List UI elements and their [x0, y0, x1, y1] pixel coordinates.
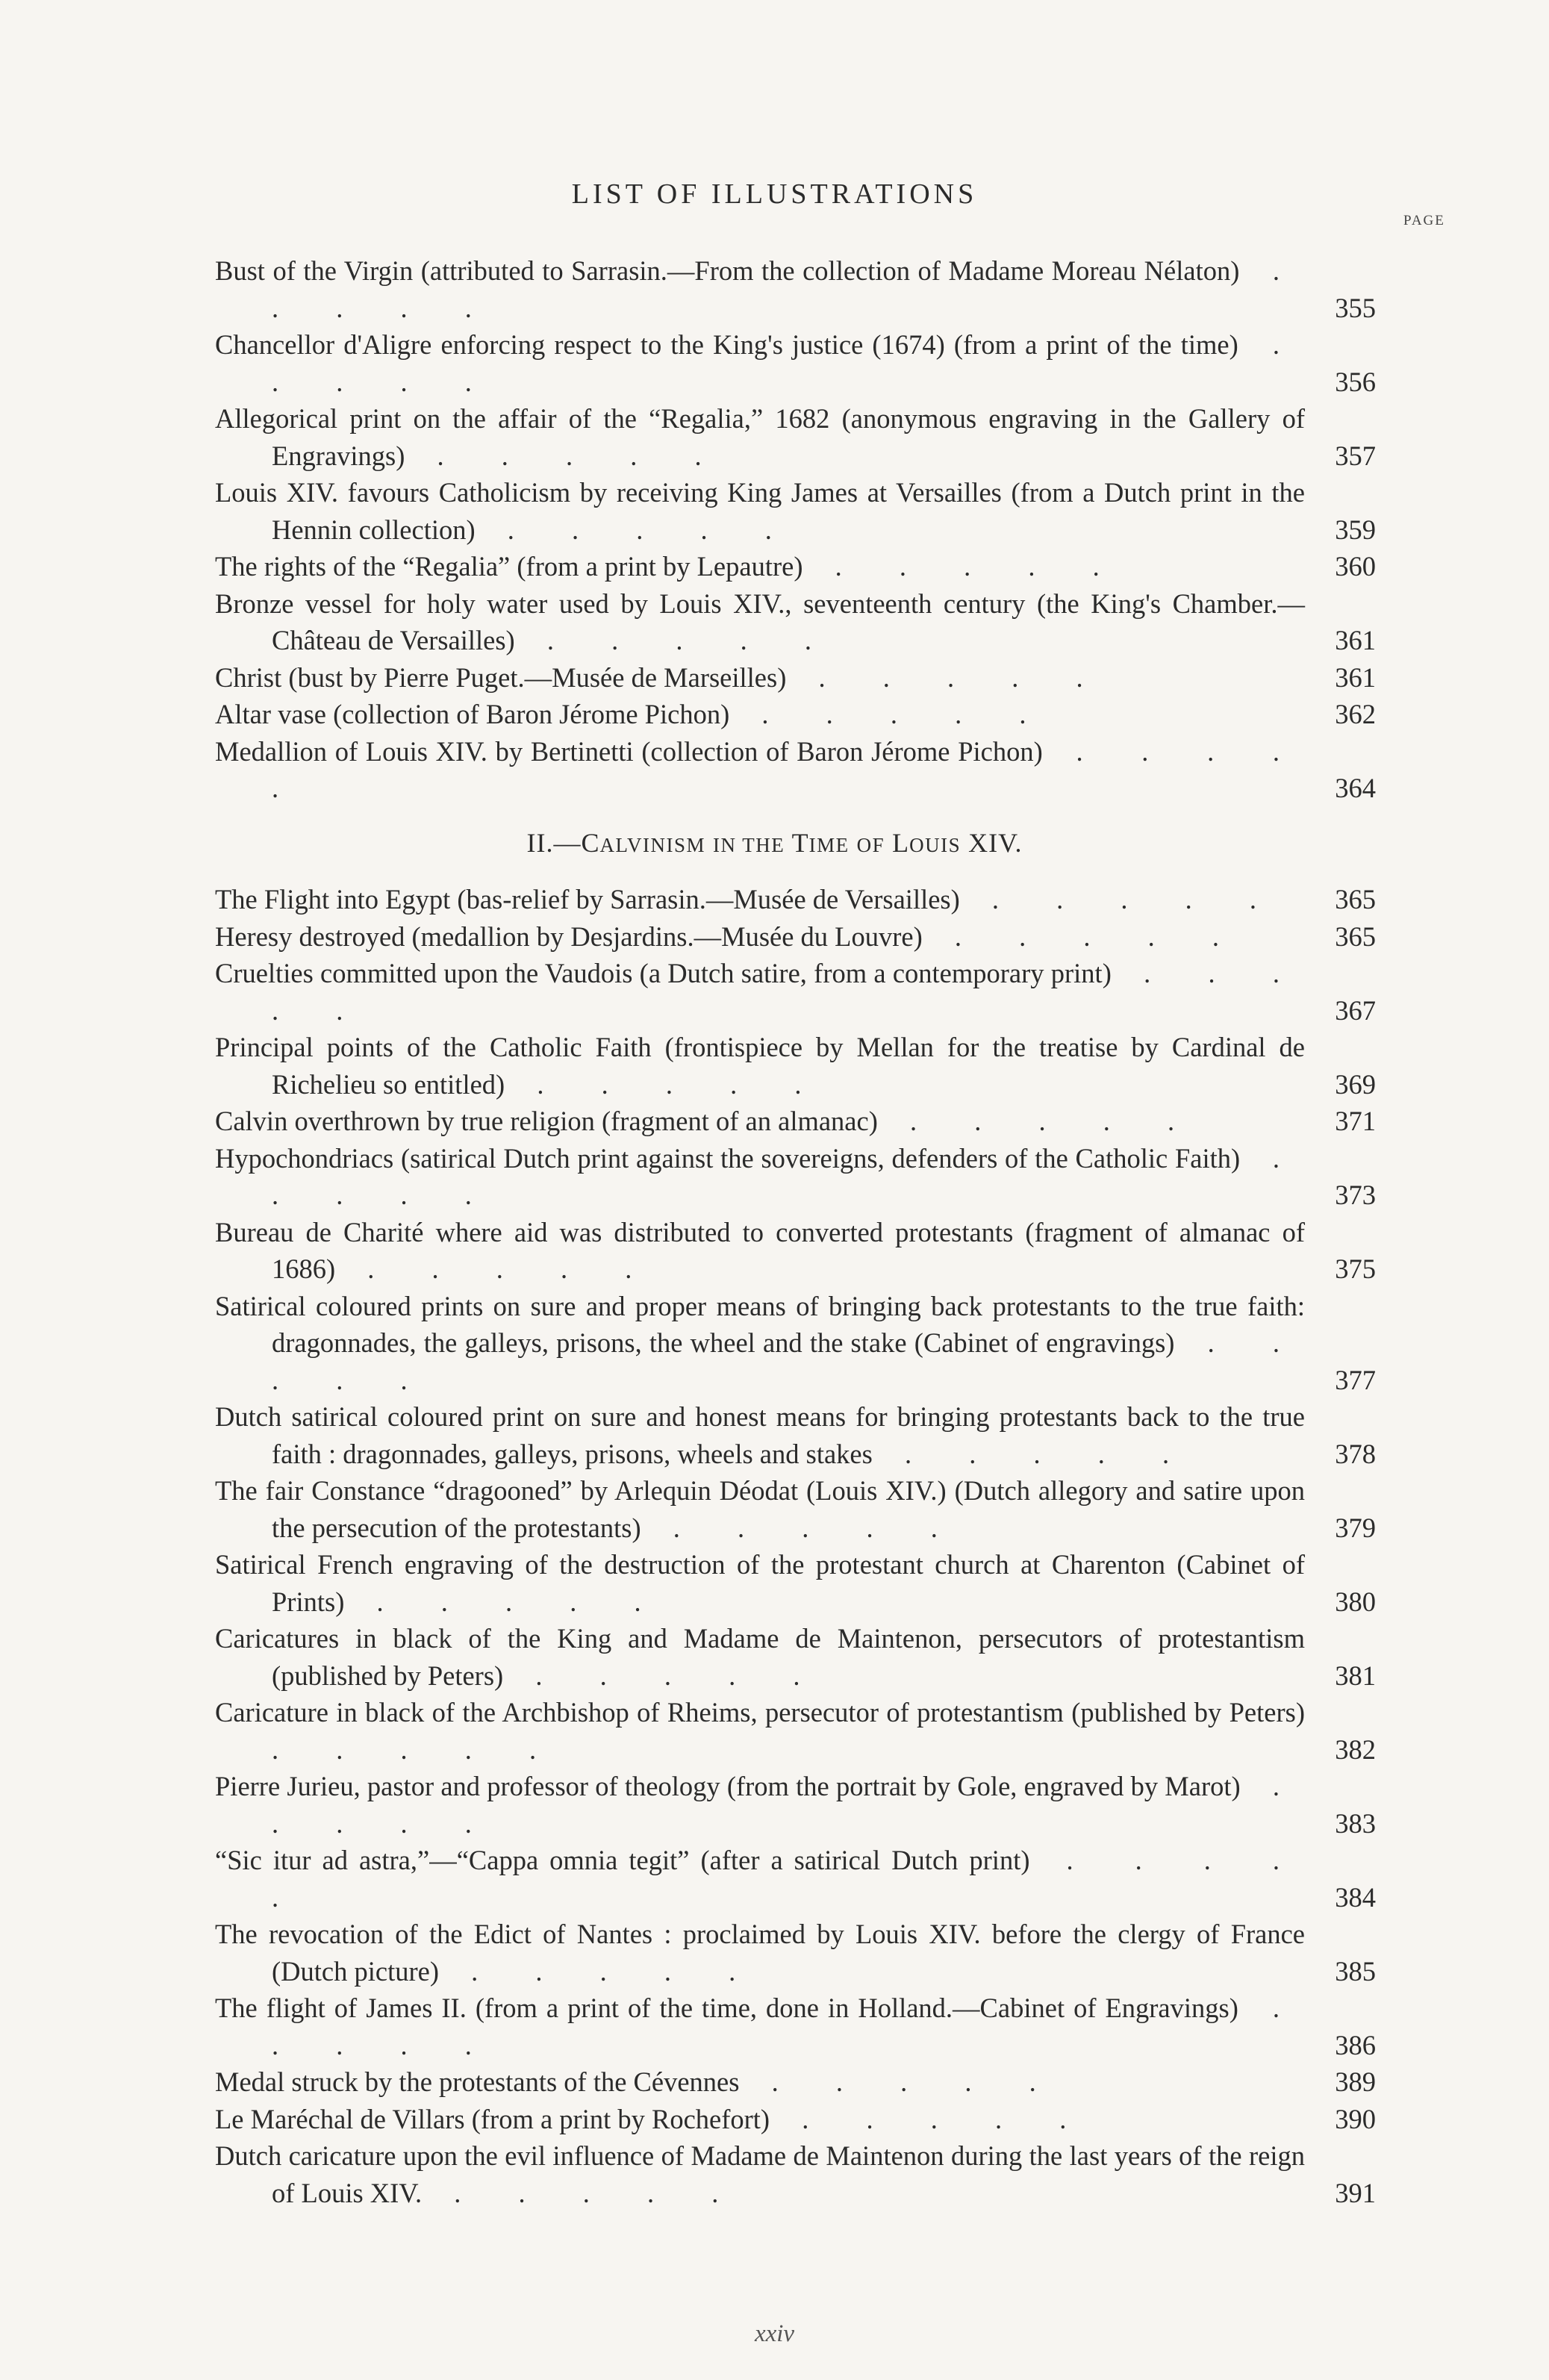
entry-title: Satirical coloured prints on sure and proper means of bringing back protestants to the true faith: dragonnades, the galleys, prisons, the wheel and the stake (Cabinet of engravings)	[215, 1290, 1305, 1358]
entry-title: The revocation of the Edict of Nantes : proclaimed by Louis XIV. before the clergy of France (Dutch picture)	[215, 1919, 1305, 1987]
list-item	[215, 1214, 1376, 1288]
list-item	[215, 400, 1376, 474]
dot-leader: . . . . .	[272, 1142, 1306, 1210]
dot-leader: . . . . .	[739, 2066, 1062, 2097]
list-item	[215, 326, 1376, 400]
dot-leader: . . . . .	[786, 661, 1109, 693]
list-item	[215, 1103, 1376, 1140]
heading-word: XIV.	[968, 828, 1023, 858]
dot-leader: . . . . .	[405, 440, 727, 471]
list-item	[215, 1546, 1376, 1620]
dot-leader: . . . . .	[475, 514, 797, 545]
list-item	[215, 548, 1376, 585]
entry-title: Caricatures in black of the King and Madame de Maintenon, persecutors of protestantism (published by Peters)	[215, 1623, 1305, 1691]
entry-page-number: 359	[1335, 514, 1376, 545]
entry-page-number: 382	[1335, 1733, 1376, 1765]
entry-title: Christ (bust by Pierre Puget.—Musée de Marseilles)	[215, 661, 787, 693]
dot-leader: . . . . .	[272, 1327, 1306, 1395]
illustration-list-section-1	[215, 252, 1376, 807]
dot-leader: . . . . .	[959, 884, 1282, 915]
list-item	[215, 955, 1376, 1029]
list-item	[215, 1140, 1376, 1214]
entry-title: Caricature in black of the Archbishop of Rheims, persecutor of protestantism (published by Peters)	[215, 1697, 1305, 1728]
entry-title: Principal points of the Catholic Faith (frontispiece by Mellan for the treatise by Cardinal de Richelieu so entitled)	[215, 1032, 1305, 1100]
entry-page-number: 367	[1335, 994, 1376, 1026]
entry-page-number: 383	[1335, 1807, 1376, 1839]
entry-page-number: 384	[1335, 1881, 1376, 1913]
list-item	[215, 2063, 1376, 2101]
entry-page-number: 381	[1335, 1660, 1376, 1691]
entry-title: Hypochondriacs (satirical Dutch print against the sovereigns, defenders of the Catholic Faith)	[215, 1142, 1241, 1174]
list-item	[215, 1620, 1376, 1694]
list-item	[215, 252, 1376, 326]
dot-leader: . . . . .	[514, 625, 837, 655]
entry-page-number: 379	[1335, 1512, 1376, 1543]
section-numeral: II.—	[526, 828, 582, 858]
dot-leader: . . . . .	[272, 1771, 1306, 1839]
entry-page-number: 362	[1335, 699, 1376, 729]
entry-page-number: 365	[1335, 884, 1376, 915]
list-item	[215, 1694, 1376, 1768]
page-folio: xxiv	[754, 2320, 795, 2347]
entry-title: Heresy destroyed (medallion by Desjardins.—Musée du Louvre)	[215, 920, 923, 952]
entry-title: Calvin overthrown by true religion (fragment of an almanac)	[215, 1106, 878, 1136]
entry-title: “Sic itur ad astra,”—“Cappa omnia tegit” (after a satirical Dutch print)	[215, 1845, 1030, 1875]
entry-title: Chancellor d'Aligre enforcing respect to the King's justice (1674) (from a print of the time)	[215, 329, 1238, 360]
heading-initial: L	[892, 828, 910, 858]
entry-title: Altar vase (collection of Baron Jérome Pichon)	[215, 699, 730, 729]
entry-page-number: 377	[1335, 1364, 1376, 1395]
dot-leader: . . . . .	[422, 2177, 744, 2208]
list-item	[215, 881, 1376, 918]
dot-leader: . . . . .	[272, 255, 1306, 323]
entry-page-number: 391	[1335, 2177, 1376, 2208]
section-heading	[0, 827, 1549, 859]
entry-page-number: 378	[1335, 1438, 1376, 1469]
dot-leader: . . . . .	[503, 1660, 826, 1691]
dot-leader: . . . . .	[272, 1733, 562, 1765]
entry-page-number: 389	[1335, 2066, 1376, 2097]
dot-leader: . . . . .	[272, 958, 1305, 1026]
dot-leader: . . . . .	[335, 1253, 658, 1284]
entry-title: Bust of the Virgin (attributed to Sarrasin.—From the collection of Madame Moreau Nélaton)	[215, 255, 1240, 286]
list-item	[215, 2101, 1376, 2138]
entry-title: Pierre Jurieu, pastor and professor of theology (from the portrait by Gole, engraved by Marot)	[215, 1771, 1241, 1801]
dot-leader: . . . . .	[344, 1586, 667, 1617]
dot-leader: . . . . .	[641, 1512, 963, 1543]
list-item	[215, 1472, 1376, 1546]
entry-title: Bronze vessel for holy water used by Louis XIV., seventeenth century (the King's Chamber.—Château de Versailles)	[215, 588, 1305, 655]
entry-page-number: 360	[1335, 551, 1376, 582]
entry-title: The Flight into Egypt (bas-relief by Sarrasin.—Musée de Versailles)	[215, 884, 960, 915]
list-item	[215, 585, 1376, 659]
entry-title: Cruelties committed upon the Vaudois (a Dutch satire, from a contemporary print)	[215, 958, 1112, 988]
dot-leader: . . . . .	[872, 1438, 1195, 1469]
entry-title: The rights of the “Regalia” (from a print by Lepautre)	[215, 551, 803, 582]
heading-word: OUIS	[909, 834, 961, 856]
dot-leader: . . . . .	[272, 329, 1305, 397]
entry-page-number: 386	[1335, 2029, 1376, 2060]
entry-page-number: 373	[1335, 1180, 1376, 1210]
heading-initial: T	[791, 828, 809, 858]
dot-leader: . . . . .	[877, 1106, 1200, 1136]
entry-page-number: 355	[1335, 292, 1376, 323]
list-item	[215, 1768, 1376, 1842]
entry-title: Louis XIV. favours Catholicism by receiving King James at Versailles (from a Dutch print in the Hennin collection)	[215, 477, 1305, 545]
entry-title: Medallion of Louis XIV. by Bertinetti (collection of Baron Jérome Pichon)	[215, 735, 1043, 767]
entry-page-number: 365	[1335, 920, 1376, 952]
list-item	[215, 1398, 1376, 1472]
entry-page-number: 385	[1335, 1955, 1376, 1987]
page-title: LIST OF ILLUSTRATIONS	[571, 178, 978, 210]
entry-title: Medal struck by the protestants of the Cévennes	[215, 2066, 740, 2097]
dot-leader: . . . . .	[272, 1993, 1305, 2060]
entry-title: Le Maréchal de Villars (from a print by Rochefort)	[215, 2103, 770, 2134]
entry-page-number: 390	[1335, 2103, 1376, 2134]
list-item	[215, 474, 1376, 548]
list-item	[215, 1029, 1376, 1103]
list-item	[215, 1916, 1376, 1990]
dot-leader: . . . . .	[272, 735, 1306, 803]
entry-page-number: 375	[1335, 1253, 1376, 1284]
heading-word: IME	[808, 834, 850, 856]
entry-page-number: 369	[1335, 1068, 1376, 1100]
dot-leader: . . . . .	[729, 699, 1052, 729]
heading-word: ALVINISM	[599, 834, 706, 856]
entry-title: The flight of James II. (from a print of the time, done in Holland.—Cabinet of Engravings)	[215, 1993, 1238, 2023]
entry-page-number: 357	[1335, 440, 1376, 471]
entry-page-number: 380	[1335, 1586, 1376, 1617]
list-item	[215, 1288, 1376, 1399]
dot-leader: . . . . .	[922, 920, 1244, 952]
entry-page-number: 364	[1335, 773, 1376, 803]
entry-title: Allegorical print on the affair of the “Regalia,” 1682 (anonymous engraving in the Gallery of Engravings)	[215, 403, 1305, 471]
illustration-list-section-2	[215, 881, 1376, 2211]
list-item	[215, 1990, 1376, 2063]
list-item	[215, 659, 1376, 697]
entry-title: Bureau de Charité where aid was distributed to converted protestants (fragment of almanac of 1686)	[215, 1216, 1305, 1284]
list-item	[215, 918, 1376, 956]
list-item	[215, 1842, 1376, 1916]
list-item	[215, 2137, 1376, 2211]
entry-title: Satirical French engraving of the destruction of the protestant church at Charenton (Cabinet of Prints)	[215, 1549, 1305, 1617]
entry-page-number: 356	[1335, 366, 1376, 397]
dot-leader: . . . . .	[272, 1845, 1306, 1913]
heading-word: OF	[856, 834, 885, 856]
page-column-label: PAGE	[1403, 213, 1445, 228]
dot-leader: . . . . .	[438, 1955, 761, 1987]
heading-word: IN THE	[713, 834, 785, 856]
heading-initial: C	[581, 828, 600, 858]
entry-title: Dutch satirical coloured print on sure and honest means for bringing protestants back to the true faith : dragonnades, galleys, prisons, wheels and stakes	[215, 1401, 1305, 1469]
entry-page-number: 361	[1335, 661, 1376, 693]
entry-title: The fair Constance “dragooned” by Arlequin Déodat (Louis XIV.) (Dutch allegory and satire upon the persecution of the protestants)	[215, 1475, 1305, 1543]
dot-leader: . . . . .	[770, 2103, 1092, 2134]
entry-title: Dutch caricature upon the evil influence of Madame de Maintenon during the last years of the reign of Louis XIV.	[215, 2140, 1305, 2208]
entry-page-number: 361	[1335, 625, 1376, 655]
dot-leader: . . . . .	[505, 1068, 827, 1100]
dot-leader: . . . . .	[802, 551, 1125, 582]
list-item	[215, 733, 1376, 807]
entry-page-number: 371	[1335, 1106, 1376, 1136]
list-item	[215, 696, 1376, 733]
